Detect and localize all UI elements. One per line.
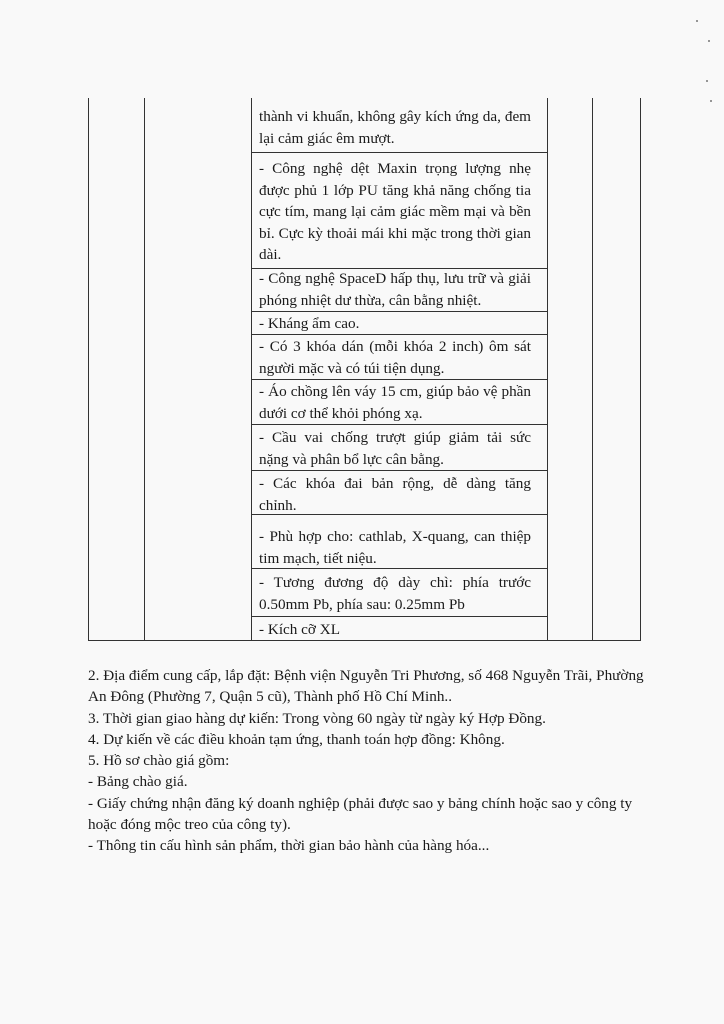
row-divider: [251, 616, 547, 617]
row-divider: [251, 152, 547, 153]
spec-item: thành vi khuẩn, không gây kích ứng da, đem lại cảm giác êm mượt.: [259, 108, 531, 147]
note-delivery-location: 2. Địa điểm cung cấp, lắp đặt: Bệnh viện Nguyễn Tri Phương, số 468 Nguyễn Trãi, Phường An Đông (Phường 7, Quận 5 cũ), Thành phố Hồ Chí Minh..: [88, 667, 644, 706]
specification-table: [88, 98, 641, 641]
note-quotation-docs: 5. Hồ sơ chào giá gồm:: [88, 752, 230, 770]
note-doc-item: - Bảng chào giá.: [88, 773, 188, 791]
column-divider: [144, 98, 145, 640]
spec-item: - Phù hợp cho: cathlab, X-quang, can thiệp tim mạch, tiết niệu.: [259, 528, 531, 567]
spec-item: - Áo chồng lên váy 15 cm, giúp bảo vệ phần dưới cơ thể khỏi phóng xạ.: [259, 383, 531, 422]
row-divider: [251, 379, 547, 380]
scan-specks: [694, 10, 714, 110]
note-payment-terms: 4. Dự kiến về các điều khoản tạm ứng, thanh toán hợp đồng: Không.: [88, 730, 505, 748]
spec-item: - Kích cỡ XL: [259, 621, 340, 638]
note-doc-item: - Giấy chứng nhận đăng ký doanh nghiệp (phải được sao y bảng chính hoặc sao y công ty hoặc đóng mộc treo của công ty).: [88, 794, 633, 834]
spec-item: - Tương đương độ dày chì: phía trước 0.50mm Pb, phía sau: 0.25mm Pb: [259, 574, 531, 613]
spec-item: - Các khóa đai bản rộng, dễ dàng tăng chỉnh.: [259, 475, 531, 514]
row-divider: [251, 311, 547, 312]
procurement-notes: [88, 665, 653, 857]
row-divider: [251, 424, 547, 425]
spec-item: - Công nghệ SpaceD hấp thụ, lưu trữ và giải phóng nhiệt dư thừa, cân bằng nhiệt.: [259, 270, 531, 309]
column-divider: [547, 98, 548, 640]
note-delivery-time: 3. Thời gian giao hàng dự kiến: Trong vòng 60 ngày từ ngày ký Hợp Đồng.: [88, 709, 546, 727]
row-divider: [251, 470, 547, 471]
spec-item: - Có 3 khóa dán (mỗi khóa 2 inch) ôm sát người mặc và có túi tiện dụng.: [259, 338, 531, 377]
spec-item: - Công nghệ dệt Maxin trọng lượng nhẹ được phủ 1 lớp PU tăng khả năng chống tia cực tím, mang lại cảm giác mềm mại và bền bỉ. Cực kỳ thoải mái khi mặc trong thời gian dài.: [259, 160, 531, 263]
spec-item: - Kháng ẩm cao.: [259, 315, 360, 332]
spec-item: - Cầu vai chống trượt giúp giảm tải sức nặng và phân bổ lực cân bằng.: [259, 429, 531, 468]
column-divider: [592, 98, 593, 640]
note-doc-item: - Thông tin cấu hình sản phẩm, thời gian bảo hành của hàng hóa...: [88, 837, 490, 855]
column-divider: [251, 98, 252, 640]
